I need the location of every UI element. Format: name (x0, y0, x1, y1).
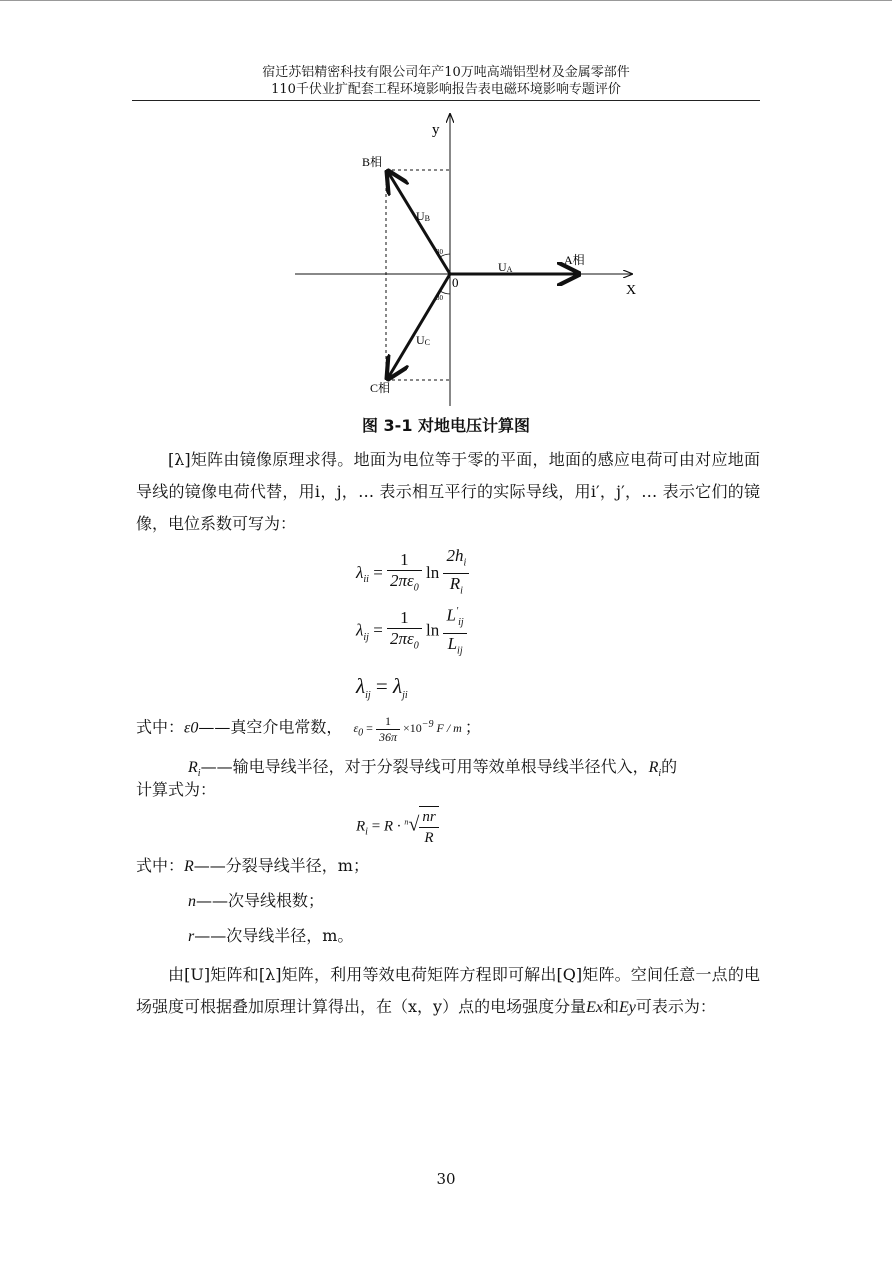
origin-label: 0 (452, 275, 459, 290)
phase-b-label: B相 (362, 155, 383, 169)
figure-caption: 图 3-1 对地电压计算图 (361, 416, 531, 435)
ri-definition-line2: 计算式为： (136, 780, 217, 799)
page-header (132, 64, 760, 98)
x-axis-label: X (626, 283, 637, 298)
where-r: 式中：R——分裂导线半径，m； (136, 856, 369, 875)
uc-label: UC (416, 333, 431, 347)
equation-lambda-ij: $\lambda_{ij}$ = $\frac{1}{2\pi\varepsilon_0}$ ln $\frac{L'_{ij}}{L_{ij}}$ (356, 602, 467, 661)
equation-ri: $R_i = R \cdot ^n√$ $\frac{nr}{R}$ (356, 806, 439, 848)
paragraph-field-strength: 由[U]矩阵和[λ]矩阵，利用等效电荷矩阵方程即可解出[Q]矩阵。空间任意一点的电场强度可根据叠加原理计算得出，在（x，y）点的电场强度分量Ex和Ey可表示为： (136, 965, 760, 1016)
phasor-ub (388, 172, 450, 274)
phasor-uc (388, 274, 450, 378)
page-number: 30 (436, 1170, 456, 1188)
ri-definition: $R_i——$输电导线半径，对于分裂导线可用等效单根导线半径代入，$R_i$的 (188, 757, 678, 780)
where-small-r: r——次导线半径，m。 (188, 926, 354, 945)
page-top-border (0, 0, 892, 1)
angle-label-bottom: 30 (436, 294, 443, 302)
phase-c-label: C相 (370, 381, 391, 395)
where-n: n——次导线根数； (188, 891, 325, 910)
y-axis-label: y (432, 122, 440, 138)
angle-label-top: 30 (436, 248, 443, 256)
equation-lambda-symmetry: $\lambda_{ij} = \lambda_{ji}$ (356, 674, 408, 702)
ua-label: UA (498, 260, 513, 274)
ub-label: UB (416, 209, 431, 223)
header-line-1: 宿迁苏铝精密科技有限公司年产10万吨高端铝型材及金属零部件 (262, 65, 630, 80)
header-line-2: 110千伏业扩配套工程环境影响报告表电磁环境影响专题评价 (271, 82, 621, 97)
equation-lambda-ii: $\lambda_{ii}$ = $\frac{1}{2\pi\varepsilon_0}$ ln $\frac{2h_i}{R_i}$ (356, 546, 469, 602)
paragraph-lambda-matrix: [λ]矩阵由镜像原理求得。地面为电位等于零的平面，地面的感应电荷可由对应地面导线的镜像电荷代替，用i，j，… 表示相互平行的实际导线，用i′，j′，… 表示它们的镜像，电位系数可写为： (136, 450, 760, 533)
phase-a-label: A相 (564, 253, 585, 267)
epsilon-definition: 式中：ε0——真空介电常数， $\varepsilon_0$ = $\frac{1}{36\pi}$ $\times 10^{-9}$ F / m ； (136, 714, 481, 744)
header-rule (132, 100, 760, 101)
voltage-phasor-diagram (290, 108, 640, 410)
